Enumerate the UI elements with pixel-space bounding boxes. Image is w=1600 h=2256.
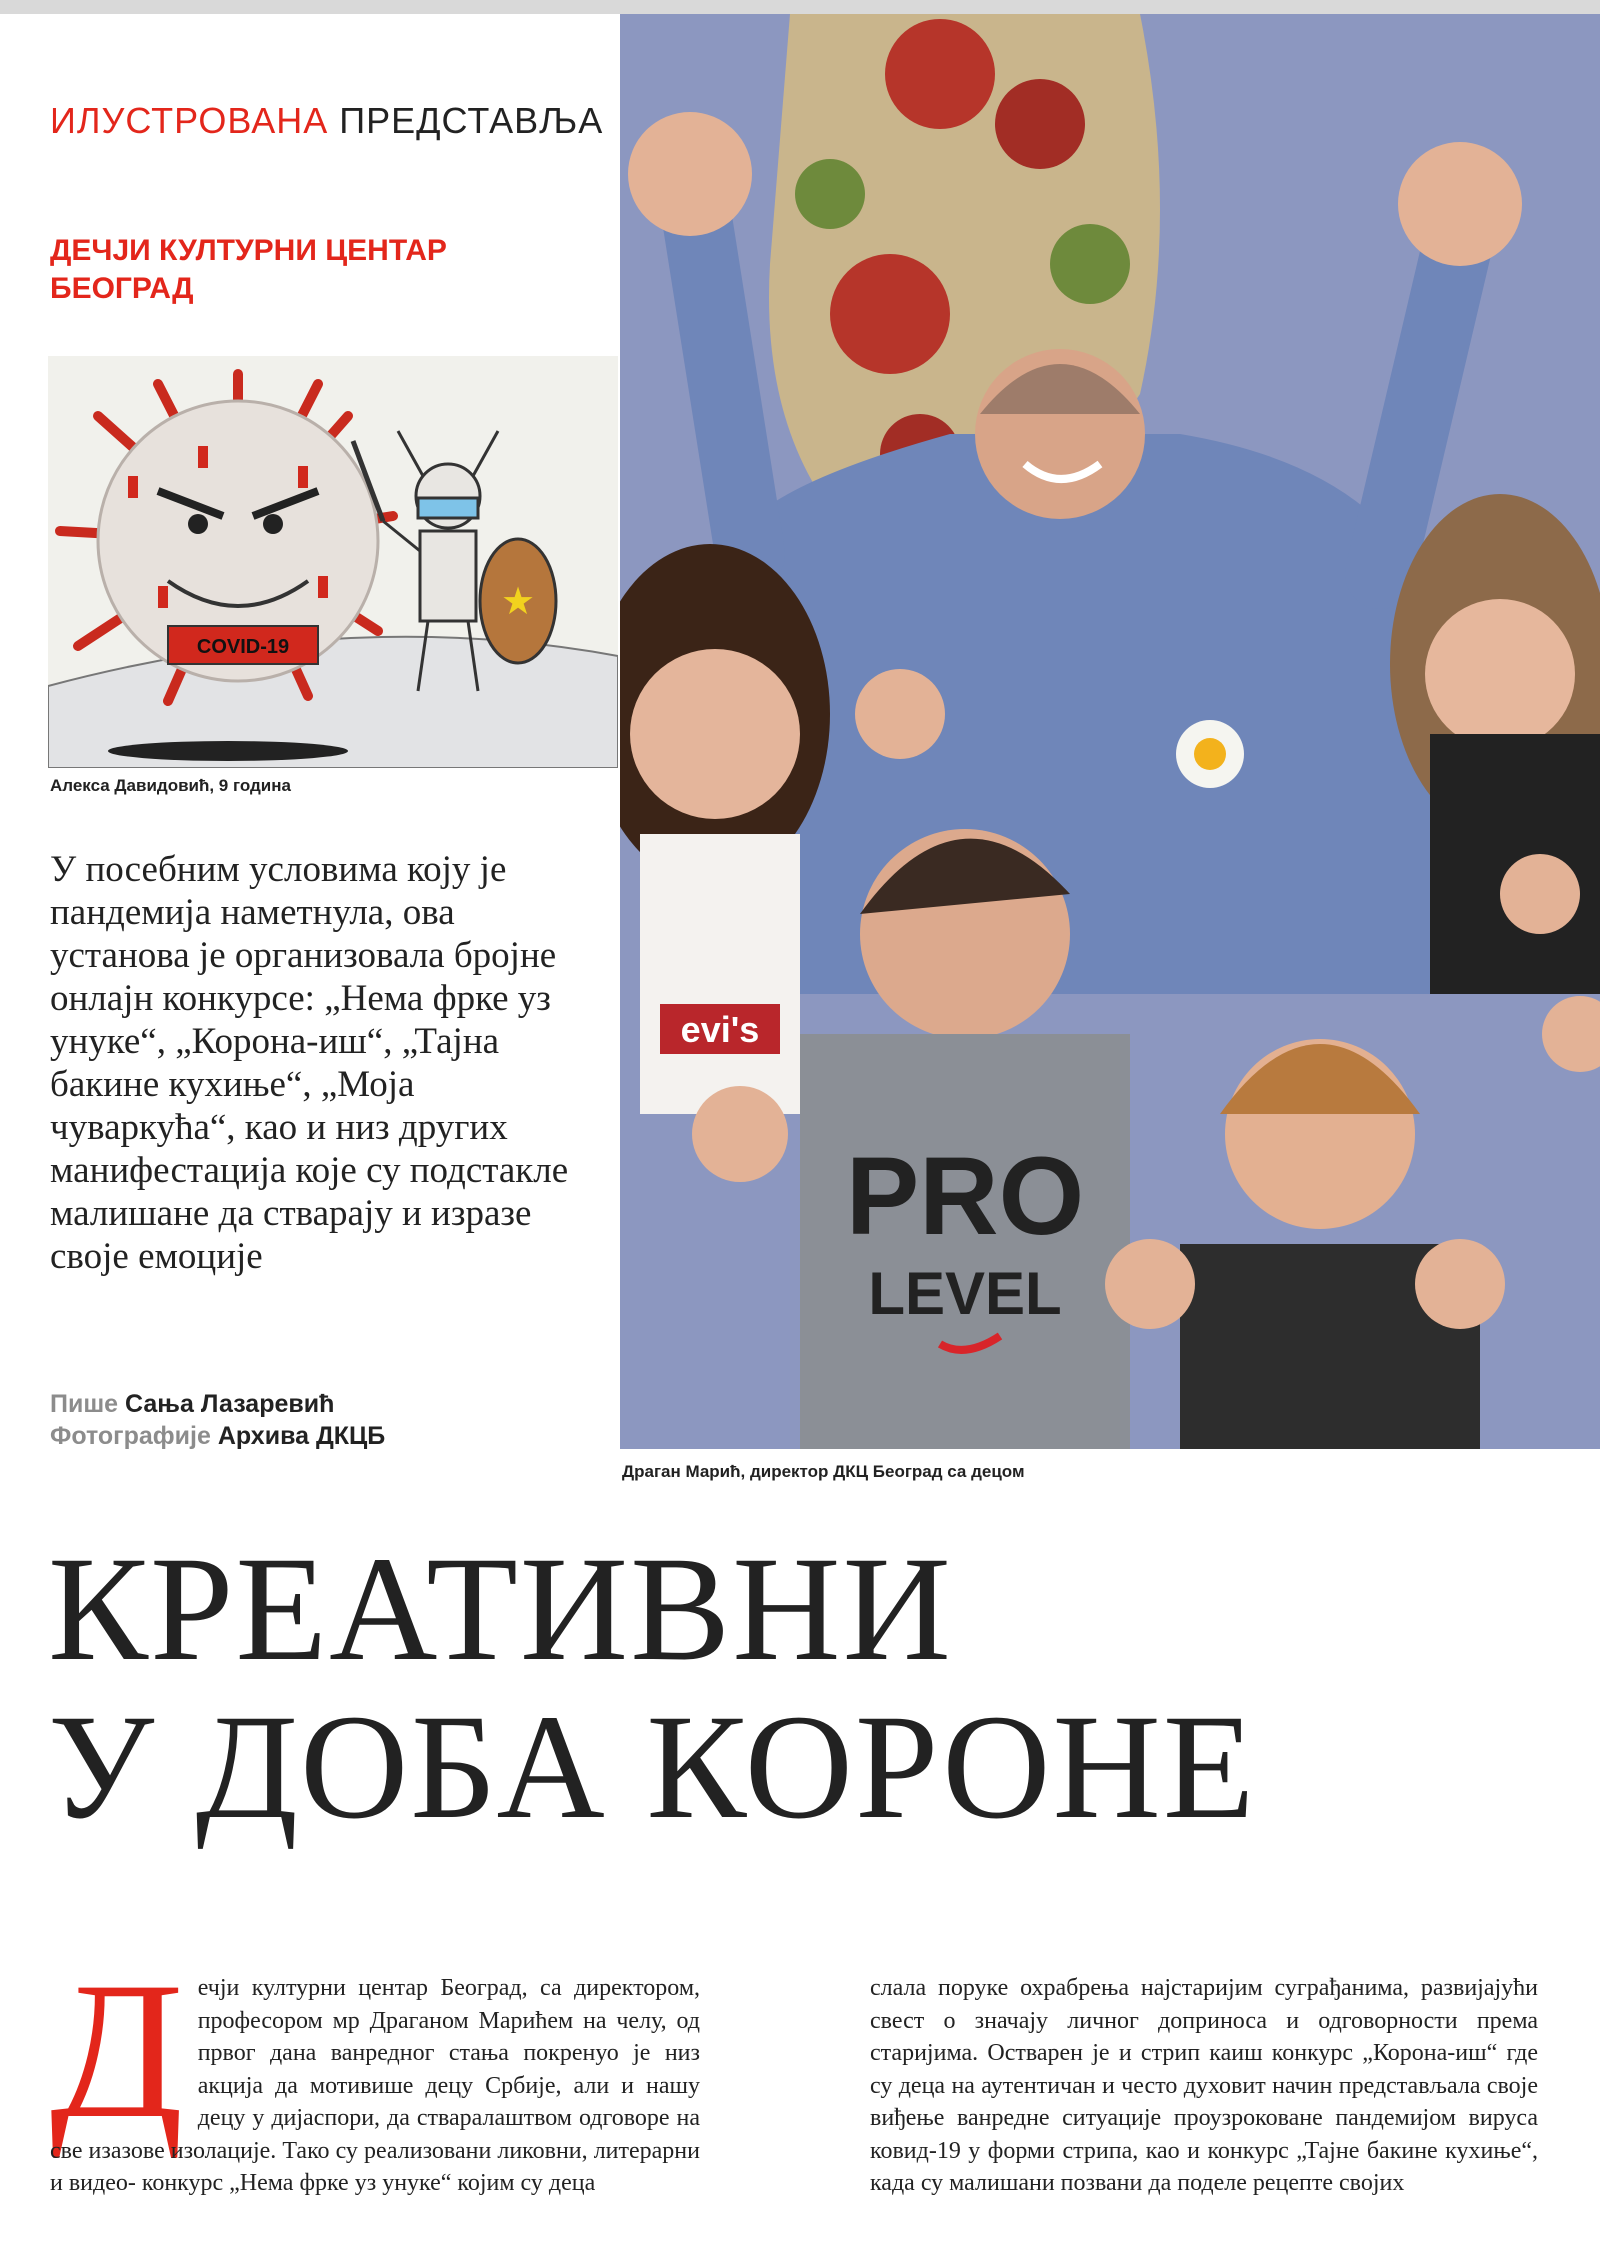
intro-text: У посебним условима коју је пандемија наметнула, ова установа је организовала бројне онлајн конкурсе: „Нема фрке уз унуке“, „Корона-иш“, „Тајна бакине кухиње“, „Моја чуваркућа“, као и низ других манифестација које су подстакле малишане да стварају и изразе своје емоције xyxy=(50,849,569,1277)
organization-name xyxy=(50,232,570,308)
section-label xyxy=(50,100,603,142)
article-column-1 xyxy=(50,1972,700,2256)
shield-star-icon: ★ xyxy=(500,579,536,623)
article-column-2: слала поруке охрабрења најстаријим суграђанима, развијајући свест о значају личног доприноса и одговорности према старијима. Остварен је и стрип каиш конкурс „Корона-иш“ где су деца на аутентичан и често духовит начин представљала своје виђење ванредне ситуације проузроковане пандемијом вируса ковид-19 у форми стрипа, као и конкурс „Тајне бакине кухиње“, када су малишани позвани да поделе рецепте својих xyxy=(870,1975,1538,2196)
author-label: Пише xyxy=(50,1390,119,1418)
top-border xyxy=(0,0,1600,14)
credits xyxy=(50,1388,385,1452)
photo-illustration xyxy=(620,14,1600,1449)
shirt-pro-text: PRO xyxy=(845,1135,1085,1258)
photo-source: Архива ДКЦБ xyxy=(217,1422,386,1450)
headline-line2: У ДОБА КОРОНЕ xyxy=(48,1684,1257,1850)
photo-credit xyxy=(50,1420,385,1452)
article-headline xyxy=(48,1526,1548,1850)
author-credit xyxy=(50,1388,385,1420)
photo-label: Фотографије xyxy=(50,1422,211,1450)
drawing-caption: Алекса Давидовић, 9 година xyxy=(50,776,291,795)
article-column-1-text: ечји културни центар Београд, са директором, професором мр Драганом Марићем на челу, од првог дана ванредног стања покренуо је низ акција да мотивише децу Србије, али и нашу децу у дијаспори, да стваралаштвом одговоре на све изазове изолације. Тако су реализовани ликовни, литерарни и видео- конкурс „Нема фрке уз унуке“ којим су деца xyxy=(50,1975,700,2196)
virus-label-text: COVID-19 xyxy=(196,636,290,658)
author-name: Сања Лазаревић xyxy=(125,1390,335,1418)
photo-caption: Драган Марић, директор ДКЦ Београд са децом xyxy=(622,1462,1025,1481)
shirt-levis-text: evi's xyxy=(680,1009,760,1050)
section-label-presents: ПРЕДСТАВЉА xyxy=(339,100,604,141)
shirt-level-text: LEVEL xyxy=(868,1260,1062,1327)
organization-name-line1: ДЕЧЈИ КУЛТУРНИ ЦЕНТАР xyxy=(50,234,447,267)
organization-name-line2: БЕОГРАД xyxy=(50,272,194,305)
section-label-brand: ИЛУСТРОВАНА xyxy=(50,100,329,141)
drawing-illustration xyxy=(48,356,618,768)
headline-line1: КРЕАТИВНИ xyxy=(48,1526,953,1692)
child-drawing-image xyxy=(48,356,618,768)
drop-cap: Д xyxy=(50,1972,184,2159)
group-photo xyxy=(620,14,1600,1449)
